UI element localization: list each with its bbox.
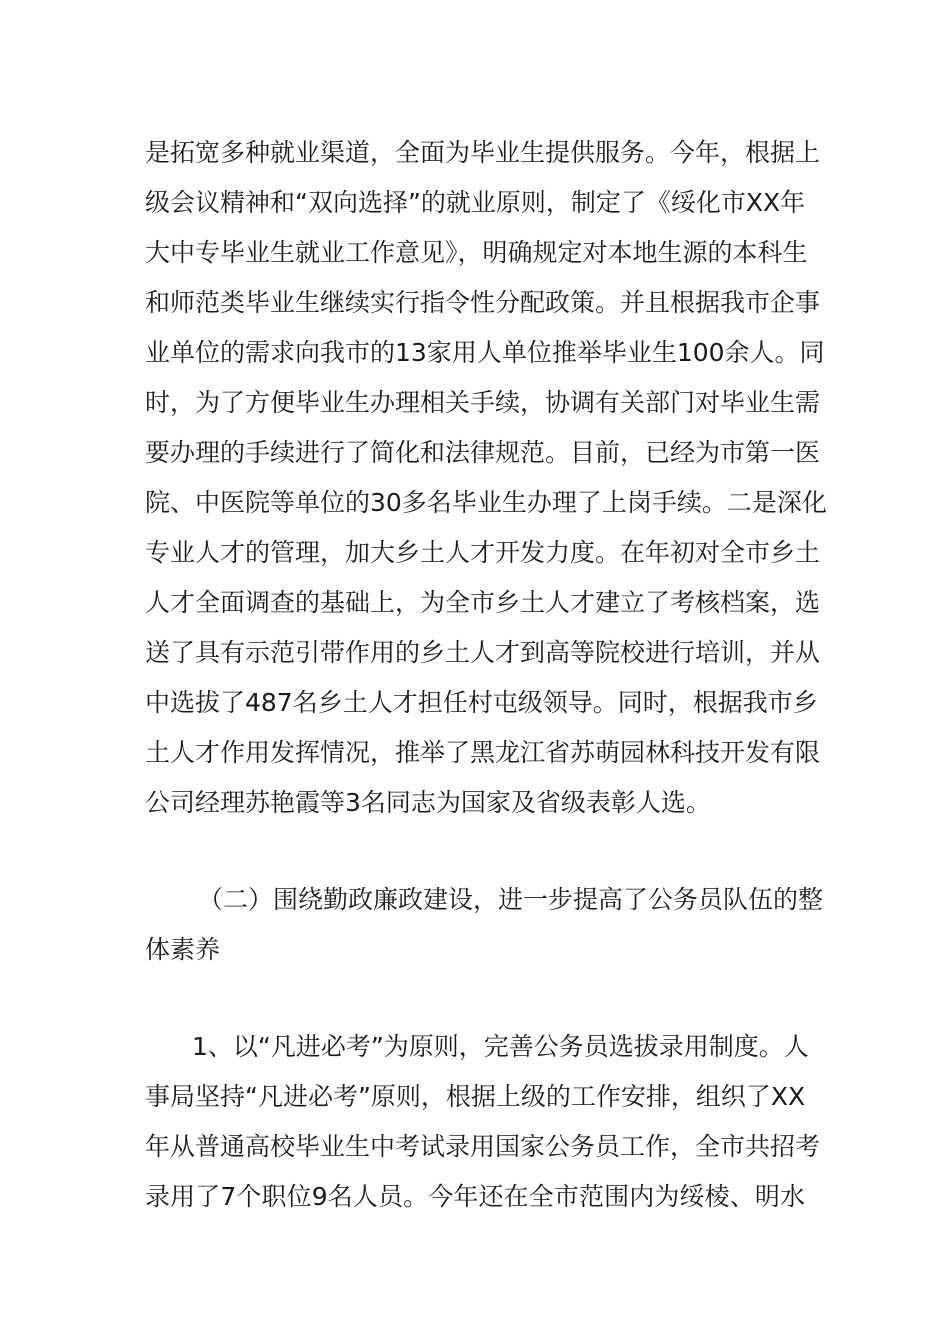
text-line: 要办理的手续进行了简化和法律规范。目前，已经为市第一医 xyxy=(145,438,821,467)
heading-line: （二）围绕勤政廉政建设，进一步提高了公务员队伍的整 xyxy=(198,885,824,914)
text-line: 送了具有示范引带作用的乡土人才到高等院校进行培训，并从 xyxy=(145,638,821,667)
text-line: 专业人才的管理，加大乡土人才开发力度。在年初对全市乡土 xyxy=(145,538,821,567)
text-line: 年从普通高校毕业生中考试录用国家公务员工作，全市共招考 xyxy=(145,1132,821,1161)
text-line: 1、以“凡进必考”为原则，完善公务员选拔录用制度。人 xyxy=(192,1032,809,1061)
text-line: 业单位的需求向我市的13家用人单位推举毕业生100余人。同 xyxy=(145,338,825,367)
text-line: 事局坚持“凡进必考”原则，根据上级的工作安排，组织了XX xyxy=(145,1082,806,1111)
text-line: 大中专毕业生就业工作意见》，明确规定对本地生源的本科生 xyxy=(145,238,808,267)
heading-line: 体素养 xyxy=(145,935,221,964)
text-line: 和师范类毕业生继续实行指令性分配政策。并且根据我市企事 xyxy=(145,288,821,317)
text-line: 院、中医院等单位的30多名毕业生办理了上岗手续。二是深化 xyxy=(145,488,827,517)
text-line: 人才全面调查的基础上，为全市乡土人才建立了考核档案，选 xyxy=(145,588,821,617)
text-line: 时，为了方便毕业生办理相关手续，协调有关部门对毕业生需 xyxy=(145,388,821,417)
text-line: 是拓宽多种就业渠道，全面为毕业生提供服务。今年，根据上 xyxy=(145,138,821,167)
text-line: 中选拔了487名乡土人才担任村屯级领导。同时，根据我市乡 xyxy=(145,688,818,717)
text-line: 土人才作用发挥情况，推举了黑龙江省苏萌园林科技开发有限 xyxy=(145,738,821,767)
text-line: 公司经理苏艳霞等3名同志为国家及省级表彰人选。 xyxy=(145,788,711,817)
text-line: 录用了7个职位9名人员。今年还在全市范围内为绥棱、明水 xyxy=(145,1182,805,1211)
text-line: 级会议精神和“双向选择”的就业原则，制定了《绥化市XX年 xyxy=(145,188,806,217)
